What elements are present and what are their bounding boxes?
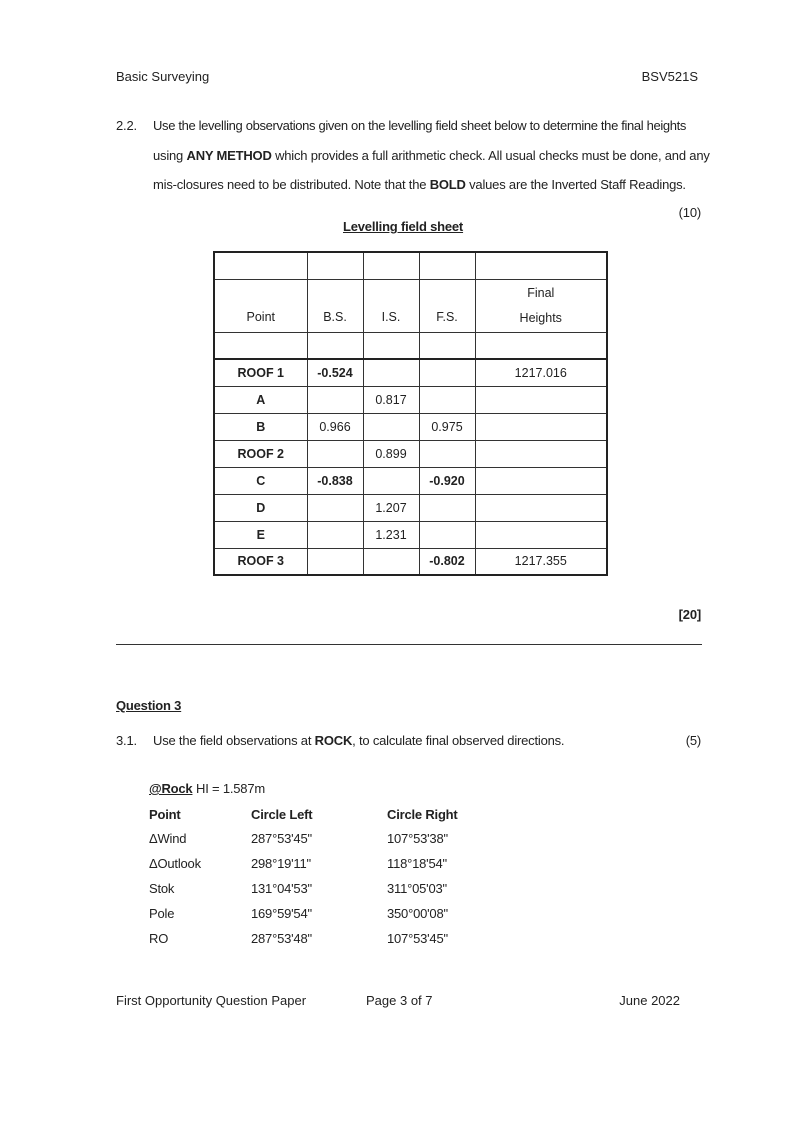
instrument-height: HI = 1.587m bbox=[196, 781, 265, 796]
cell-final-height bbox=[475, 467, 607, 494]
text: , to calculate final observed directions. bbox=[352, 733, 565, 748]
cell-point: A bbox=[214, 386, 307, 413]
cell-is bbox=[363, 359, 419, 386]
cell-fs bbox=[419, 440, 475, 467]
cell-point: D bbox=[214, 494, 307, 521]
q31-number: 3.1. bbox=[116, 733, 137, 748]
table-row bbox=[214, 413, 607, 440]
question-3-title: Question 3 bbox=[116, 698, 182, 713]
cell-point: ROOF 3 bbox=[214, 548, 307, 575]
cell-is: 0.899 bbox=[363, 440, 419, 467]
text: values are the Inverted Staff Readings. bbox=[465, 177, 686, 192]
cell-point: ROOF 2 bbox=[214, 440, 307, 467]
cell-final-height: 1217.016 bbox=[475, 359, 607, 386]
q22-marks: (10) bbox=[678, 205, 701, 220]
table-row bbox=[214, 494, 607, 521]
table-row bbox=[214, 521, 607, 548]
cell-fs bbox=[419, 494, 475, 521]
obs-circle-right: 107°53'45" bbox=[387, 931, 448, 946]
cell-is bbox=[363, 413, 419, 440]
obs-circle-left: 169°59'54" bbox=[251, 906, 312, 921]
obs-point: ΔOutlook bbox=[149, 856, 201, 871]
cell-final-height bbox=[475, 386, 607, 413]
footer-paper: First Opportunity Question Paper bbox=[116, 993, 307, 1008]
col-bs: B.S. bbox=[307, 279, 363, 332]
cell-final-height bbox=[475, 494, 607, 521]
footer-page-number: Page 3 of 7 bbox=[366, 993, 433, 1008]
cell-bs bbox=[307, 440, 363, 467]
cell-bs: -0.524 bbox=[307, 359, 363, 386]
obs-point: Pole bbox=[149, 906, 175, 921]
obs-point: RO bbox=[149, 931, 169, 946]
obs-circle-right: 107°53'38" bbox=[387, 831, 448, 846]
obs-col-circle-right: Circle Right bbox=[387, 807, 458, 822]
obs-circle-right: 311°05'03" bbox=[387, 881, 447, 896]
emphasis: BOLD bbox=[429, 177, 466, 192]
q2-total-marks: [20] bbox=[678, 607, 701, 622]
cell-is: 1.231 bbox=[363, 521, 419, 548]
text: Final bbox=[527, 285, 555, 300]
header-code: BSV521S bbox=[641, 69, 698, 84]
header-course: Basic Surveying bbox=[116, 69, 210, 84]
cell-bs bbox=[307, 548, 363, 575]
cell-point: C bbox=[214, 467, 307, 494]
obs-circle-left: 287°53'48" bbox=[251, 931, 312, 946]
table-row bbox=[214, 359, 607, 386]
text: using bbox=[153, 148, 187, 163]
table-row bbox=[214, 548, 607, 575]
q22-number: 2.2. bbox=[116, 118, 137, 133]
cell-fs: -0.802 bbox=[419, 548, 475, 575]
obs-point: ΔWind bbox=[149, 831, 187, 846]
cell-final-height bbox=[475, 521, 607, 548]
q22-line3 bbox=[153, 177, 686, 192]
station-label: @Rock bbox=[149, 781, 193, 796]
obs-circle-left: 298°19'11" bbox=[251, 856, 311, 871]
obs-point: Stok bbox=[149, 881, 175, 896]
obs-circle-left: 131°04'53" bbox=[251, 881, 312, 896]
blank-row bbox=[214, 332, 607, 359]
header-row bbox=[214, 279, 607, 332]
text: Use the field observations at bbox=[153, 733, 315, 748]
obs-col-point: Point bbox=[149, 807, 181, 822]
text: Heights bbox=[519, 310, 562, 325]
cell-bs bbox=[307, 494, 363, 521]
obs-circle-left: 287°53'45" bbox=[251, 831, 312, 846]
obs-circle-right: 350°00'08" bbox=[387, 906, 448, 921]
section-divider bbox=[116, 644, 702, 645]
table-row bbox=[214, 386, 607, 413]
q22-line2 bbox=[153, 148, 710, 163]
col-point: Point bbox=[214, 279, 307, 332]
q31-marks: (5) bbox=[685, 733, 701, 748]
table-row bbox=[214, 440, 607, 467]
cell-fs bbox=[419, 359, 475, 386]
blank-row bbox=[214, 252, 607, 279]
col-is: I.S. bbox=[363, 279, 419, 332]
cell-bs bbox=[307, 521, 363, 548]
levelling-table bbox=[213, 251, 608, 576]
cell-fs bbox=[419, 521, 475, 548]
cell-final-height bbox=[475, 413, 607, 440]
cell-bs: -0.838 bbox=[307, 467, 363, 494]
col-final-heights bbox=[475, 279, 607, 332]
cell-is bbox=[363, 548, 419, 575]
obs-circle-right: 118°18'54" bbox=[387, 856, 447, 871]
cell-bs: 0.966 bbox=[307, 413, 363, 440]
emphasis: ANY METHOD bbox=[186, 148, 272, 163]
col-fs: F.S. bbox=[419, 279, 475, 332]
obs-col-circle-left: Circle Left bbox=[251, 807, 313, 822]
cell-fs bbox=[419, 386, 475, 413]
emphasis: ROCK bbox=[314, 733, 353, 748]
cell-point: B bbox=[214, 413, 307, 440]
q22-line1: Use the levelling observations given on the levelling field sheet below to determine the final heights bbox=[153, 118, 687, 133]
cell-is: 0.817 bbox=[363, 386, 419, 413]
footer-date: June 2022 bbox=[619, 993, 680, 1008]
cell-fs: 0.975 bbox=[419, 413, 475, 440]
text: which provides a full arithmetic check. All usual checks must be done, and any bbox=[271, 148, 710, 163]
cell-fs: -0.920 bbox=[419, 467, 475, 494]
cell-point: E bbox=[214, 521, 307, 548]
text: mis-closures need to be distributed. Note that the bbox=[153, 177, 430, 192]
cell-final-height bbox=[475, 440, 607, 467]
cell-is bbox=[363, 467, 419, 494]
table-title: Levelling field sheet bbox=[343, 219, 464, 234]
q31-text bbox=[153, 733, 564, 748]
cell-is: 1.207 bbox=[363, 494, 419, 521]
cell-bs bbox=[307, 386, 363, 413]
table-row bbox=[214, 467, 607, 494]
cell-final-height: 1217.355 bbox=[475, 548, 607, 575]
cell-point: ROOF 1 bbox=[214, 359, 307, 386]
